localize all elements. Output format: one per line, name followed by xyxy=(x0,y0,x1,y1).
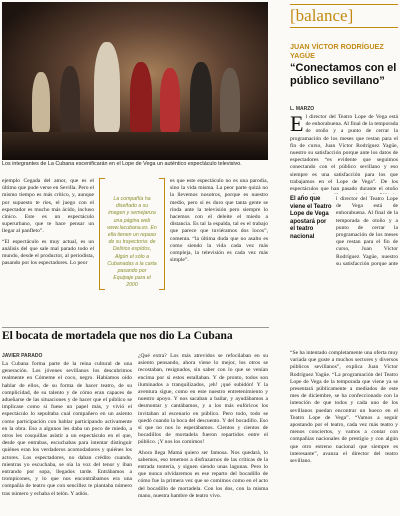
paragraph: “El espectáculo es muy actual, es un análisis del que sale mal parado todo el mundo, desde el productor, al periodista, pasando por los espectadores. Lo peor xyxy=(2,238,94,267)
interviewee-name: JUAN VÍCTOR RODRÍGUEZ YAGÜE xyxy=(290,42,384,60)
divider xyxy=(2,327,269,328)
pull-quote: El año que viene el Teatro Lope de Vega apostará por el teatro nacional xyxy=(290,196,332,240)
photo-caption: Los integrantes de La Cubana escenificarán en el Lope de Vega un auténtico espectáculo televisivo. xyxy=(2,161,242,167)
paragraph: es que este espectáculo no es una parodia, sino la vida misma. La peor parte quizá no la llevemos nosotros, porque es nuestro medio, pero sí es duro que tanta gente se rinda ante la televisión pero siempre lo hacemos con el deleite el miedo a distancia. Es tal la espalda, tal es el trabajo que parece que tuviéramos dos locos”, comenta. “la última duda que no asalto es como siendo la vida cada vez más compleja, la televisión es cada vez más simple”. xyxy=(170,178,268,264)
dropcap: E xyxy=(290,114,304,136)
balance-wrap-text xyxy=(336,196,398,266)
balance-intro xyxy=(290,114,398,194)
right-column-top xyxy=(170,178,268,267)
intro-text: l director del Teatro Lope de Vega está de enhorabuena. Al final de la temporada de otoño y a punto de cerrar la programación de los meses que restan para el fin de curso, Juan Víctor Rodríguez Yagüe, nuestro su satisfacción porque ante los datos de espectadores “es evidente que seguimos conectando con el público sevillano y eso siempre es una satisfacción para los que trabajamos en el Lope de Vega”. De los espectáculos que han pasado durante el otoño xyxy=(290,114,398,193)
sidebar-box xyxy=(99,178,165,288)
headline: “Conectamos con el público sevillano” xyxy=(290,62,397,87)
paragraph: Ahora llega Mamá quiero ser famosa. Nos quedará, lo sabemos, eso tenemos a disfrazarnos de las críticas de la entrada tontería, y siguen siendo unas lagunas. Pero lo que nunca olvidaremos es ese reparto del bocadillo de cómo fue la primera vez que se comimos como en el acto del bocadillo de mortadela. Con los dos, con la misma mano, nuestra hambre de teatro vivo. xyxy=(138,449,268,499)
paragraph: ejemplo Cegada del amor, que es el último que pude verse en Sevilla. Pero el mismo tiempo es más crítico, y, aunque por supuesto te ríes, el juego con el espectador es mucho más ácido, incluso cínico. Este es un espectáculo superurbano, que te hace pensar un llegar al panfleto”. xyxy=(2,178,94,235)
paragraph: La Cubana forma parte de la reina cultural de una generación. Los jóvenes sevillanos los descubrimos realmente en Cómeme el coco, negro. Habíamos oído hablar de ellos, de su forma de hacer teatro, de su complicidad, de su talento y de cómo eran capaces de adueñarse de las situaciones y de hacer que el público se implicase como si fuese un papel más, y vivió el espectáculo lo sepultaba cual compañero en un asiento como participación con hablar participando activamente en la obra. Eso a algunos les daba un poco de miedo, a otros les cosquillas asistir a un espectáculo en el que, desde que entrabas, escuchabas para intentar distinguir quiénes eran los verdaderos acomodadores y quiénes los actores. Los espectadores, no daban crédito cuando, mientras yo escuchaba, se oía la voz del tenor y iban entrando por sopa, llegados tarde. Entrábamos a trompicones, y lo que nos encontrábamos era una compañía de teatro que con sencillez te plantaba número tras número y echaba el telón. Y adiós. xyxy=(2,361,132,497)
bracket-left xyxy=(99,178,105,290)
left-column-top xyxy=(2,178,94,270)
balance-tag: [balance] xyxy=(290,4,398,28)
section-col2 xyxy=(138,353,268,503)
stage-photo xyxy=(2,2,268,160)
paragraph: ¿Qué extra? Los más atrevidos se refocilaban en su asiento pensando, ahora viene lo mejor, los otros se recostaban, resignados, sin saber con lo que se venían encima por si estos estallaban. Y de pronto, todos son iluminados a tranquilizados, ¡eh! ¡qué subidón! Y la aventura sigue, como en este nuestro entretenimiento y nuestro apoyo. Y nos sacaban a bailar, y ayudábamos a desmontar y cantábamos, y a los más eufóricos los invitaban al escenario en público. Pero todo, todo se quedó cuando la boca del descuento. Y del bocadillo. Eso sí que no nos lo esperábamos. Cientos y cientos de bocadillos de mortadela fueron repartidos entre el público. ¡Y nos los comimos! xyxy=(138,353,268,446)
balance-column xyxy=(276,0,400,516)
section-col1 xyxy=(2,361,132,501)
balance-closing: “Se ha intentado completamente una oferta muy variada que guste a muchos sectores y diversos públicos sevillanos”, explica Juan Víctor Rodríguez Yagüe. “La programación del Teatro Lope de Vega de la temporada que viene ya se presentará públicamente a mediados de este mes de diciembre, se ha confeccionado con la intención de que todos y cada uno de los sevillanos puedan encontrar un hueco en el Teatro Lope de Vega”. “Vamos a seguir apostando por el teatro, cada vez más teatro y menos conciertos, y vamos a contar con compañías nacionales de prestigio y con algún que otro estreno nacional que siempre es interesante”, avanza el director del teatro sevillano. xyxy=(290,350,398,465)
sidebar-text: La compañía ha diseñado a su imagen y semejanza una página web www.lacubana.es. En ella tienen un repaso de su trayectoria: de Delirios espídos, Algún el sólo a Cubanadas a la carta pasando por Equipaje para el 2000 xyxy=(107,196,157,289)
section-byline: JAVIER PARADO xyxy=(2,353,43,359)
bracket-right xyxy=(159,178,165,290)
balance-byline: L. MARZO xyxy=(290,106,315,112)
section-title: El bocata de mortadela que nos dio La Cubana xyxy=(2,330,233,342)
wrap-text: l director del Teatro Lope de Vega está de enhorabuena. Al final de la temporada de otoño y a punto de cerrar la programación de los meses que restan para el fin de curso, Juan Víctor Rodríguez Yagüe, nuestro su satisfacción porque ante xyxy=(336,196,398,266)
